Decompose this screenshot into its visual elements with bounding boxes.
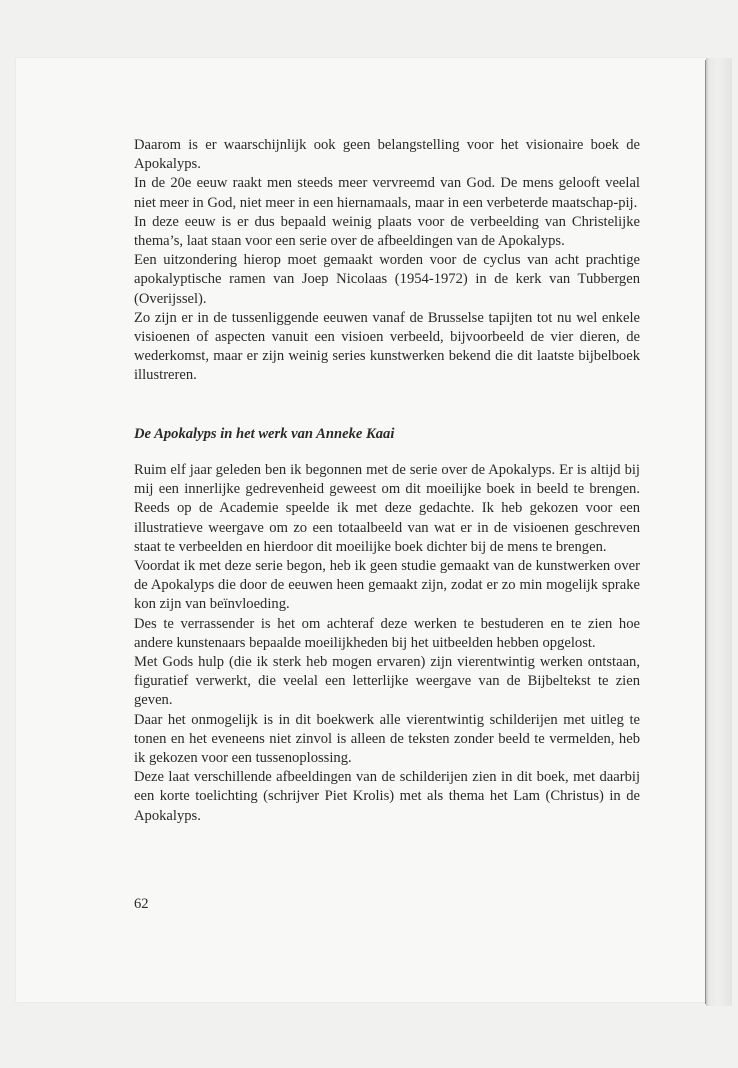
- section-heading: De Apokalyps in het werk van Anneke Kaai: [134, 426, 395, 442]
- section-text-block: [134, 461, 640, 826]
- paragraph: Voordat ik met deze serie begon, heb ik geen studie gemaakt van de kunstwerken over de Apokalyps die door de eeuwen heen gemaakt zijn, zodat er zo min mogelijk sprake kon zijn van beïnvloeding.: [134, 558, 640, 613]
- paragraph: Ruim elf jaar geleden ben ik begonnen met de serie over de Apokalyps. Er is altijd bij mij een innerlijke gedrevenheid geweest om dit moeilijke boek in beeld te brengen. Reeds op de Academie speelde ik met deze gedachte. Ik heb gekozen voor een illustratieve weergave om zo een totaalbeeld van wat er in de visioenen geschreven staat te verbeelden en hierdoor dit moeilijke boek dichter bij de mens te brengen.: [134, 462, 640, 555]
- paragraph: In de 20e eeuw raakt men steeds meer vervreemd van God. De mens gelooft veelal niet meer in God, niet meer in een hiernamaals, maar in een verbeterde maatschap-pij.: [134, 175, 640, 211]
- paragraph: Een uitzondering hierop moet gemaakt worden voor de cyclus van acht prachtige apokalyptische ramen van Joep Nicolaas (1954-1972) in de kerk van Tubbergen (Overijssel).: [134, 252, 640, 307]
- paragraph: Des te verrassender is het om achteraf deze werken te bestuderen en te zien hoe andere kunstenaars bepaalde moeilijkheden bij het uitbeelden hebben opgelost.: [134, 615, 640, 651]
- page-number: 62: [134, 896, 149, 912]
- paragraph: Met Gods hulp (die ik sterk heb mogen ervaren) zijn vierentwintig werken ontstaan, figuratief verwerkt, die veelal een letterlijke weergave van de Bijbeltekst te zien geven.: [134, 654, 640, 709]
- intro-text-block: [134, 136, 640, 386]
- paragraph: Daar het onmogelijk is in dit boekwerk alle vierentwintig schilderijen met uitleg te tonen en het eveneens niet zinvol is alleen de teksten zonder beeld te vermelden, heb ik gekozen voor een tussenoplossing.: [134, 711, 640, 767]
- paragraph: Zo zijn er in de tussenliggende eeuwen vanaf de Brusselse tapijten tot nu wel enkele visioenen of aspecten vanuit een visioen verbeeld, bijvoorbeeld de vier dieren, de wederkomst, maar er zijn weinig series kunstwerken bekend die dit laatste bijbelboek illustreren.: [134, 309, 640, 384]
- page-edge-line: [705, 60, 706, 1004]
- paragraph: Deze laat verschillende afbeeldingen van de schilderijen zien in dit boek, met daarbij een korte toelichting (schrijver Piet Krolis) met als thema het Lam (Christus) in de Apokalyps.: [134, 769, 640, 824]
- paragraph: In deze eeuw is er dus bepaald weinig plaats voor de verbeelding van Christelijke thema’s, laat staan voor een serie over de afbeeldingen van de Apokalyps.: [134, 213, 640, 250]
- paragraph: Daarom is er waarschijnlijk ook geen belangstelling voor het visionaire boek de Apokalyps.: [134, 137, 640, 173]
- book-spine-edge: [706, 58, 732, 1006]
